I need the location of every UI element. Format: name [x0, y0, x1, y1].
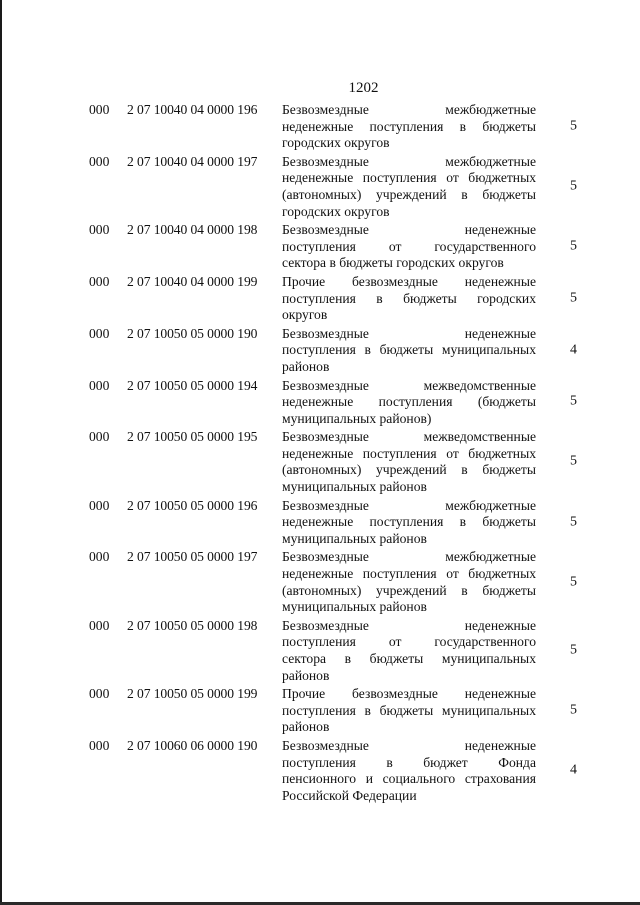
admin-code: 000: [89, 377, 110, 393]
description-line: пенсионного и социального страхования: [282, 771, 536, 787]
description-line: Безвозмездные неденежные: [282, 737, 536, 753]
income-description: [282, 686, 536, 736]
description-line: Безвозмездные межбюджетные: [282, 549, 536, 565]
description-line: Безвозмездные неденежные: [282, 617, 536, 633]
admin-code: 000: [89, 617, 110, 633]
description-line: неденежные поступления в бюджеты: [282, 514, 536, 530]
budget-classification-code: 2 07 10050 05 0000 196: [127, 497, 258, 513]
budget-classification-code: 2 07 10040 04 0000 196: [127, 102, 258, 117]
admin-code: 000: [89, 153, 110, 169]
description-line: муниципальных районов): [282, 410, 432, 426]
budget-classification-code: 2 07 10040 04 0000 199: [127, 273, 258, 289]
table-row: [0, 549, 640, 615]
description-line: неденежные поступления в бюджеты: [282, 118, 536, 134]
admin-code: 000: [89, 737, 110, 753]
table-row: [0, 738, 640, 804]
admin-code: 000: [89, 222, 110, 238]
description-line: Безвозмездные межбюджетные: [282, 153, 536, 169]
income-description: [282, 274, 536, 324]
table-row: [0, 378, 640, 428]
description-line: Безвозмездные неденежные: [282, 222, 536, 238]
description-line: районов: [282, 667, 330, 683]
description-line: Прочие безвозмездные неденежные: [282, 273, 536, 289]
table-row: [0, 274, 640, 324]
income-description: [282, 549, 536, 615]
table-row: [0, 498, 640, 548]
budget-classification-code: 2 07 10060 06 0000 190: [127, 737, 258, 753]
description-line: неденежные поступления (бюджеты: [282, 394, 536, 410]
income-description: [282, 738, 536, 804]
table-row: [0, 326, 640, 376]
description-line: поступления в бюджеты муниципальных: [282, 702, 536, 718]
description-line: поступления от государственного: [282, 238, 536, 254]
classification-table: [0, 102, 640, 806]
income-description: [282, 429, 536, 495]
value-cell: 5: [570, 238, 577, 254]
income-description: [282, 222, 536, 272]
value-cell: 5: [570, 574, 577, 590]
table-row: [0, 618, 640, 684]
description-line: неденежные поступления от бюджетных: [282, 170, 536, 186]
value-cell: 4: [570, 342, 577, 358]
description-line: Безвозмездные межведомственные: [282, 377, 536, 393]
value-cell: 5: [570, 702, 577, 718]
description-line: (автономных) учреждений в бюджеты: [282, 186, 536, 202]
description-line: Прочие безвозмездные неденежные: [282, 686, 536, 702]
description-line: муниципальных районов: [282, 479, 427, 495]
description-line: неденежные поступления от бюджетных: [282, 445, 536, 461]
value-cell: 5: [570, 454, 577, 470]
table-row: [0, 154, 640, 220]
description-line: сектора в бюджеты муниципальных: [282, 651, 536, 666]
income-description: [282, 498, 536, 548]
budget-classification-code: 2 07 10040 04 0000 197: [127, 153, 258, 169]
description-line: сектора в бюджеты городских округов: [282, 255, 504, 271]
budget-classification-code: 2 07 10050 05 0000 197: [127, 549, 258, 565]
description-line: округов: [282, 307, 328, 323]
value-cell: 4: [570, 762, 577, 778]
table-row: [0, 686, 640, 736]
budget-classification-code: 2 07 10050 05 0000 195: [127, 429, 258, 445]
description-line: городских округов: [282, 135, 390, 151]
value-cell: 5: [570, 290, 577, 306]
admin-code: 000: [89, 497, 110, 513]
budget-classification-code: 2 07 10050 05 0000 190: [127, 325, 258, 341]
budget-classification-code: 2 07 10040 04 0000 198: [127, 222, 258, 238]
income-description: [282, 102, 536, 152]
admin-code: 000: [89, 325, 110, 341]
description-line: городских округов: [282, 203, 390, 219]
description-line: Безвозмездные межбюджетные: [282, 497, 536, 513]
description-line: (автономных) учреждений в бюджеты: [282, 582, 536, 598]
description-line: муниципальных районов: [282, 599, 427, 615]
description-line: поступления в бюджеты муниципальных: [282, 342, 536, 358]
income-description: [282, 618, 536, 684]
admin-code: 000: [89, 273, 110, 289]
description-line: неденежные поступления от бюджетных: [282, 566, 536, 582]
page-number: 1202: [348, 80, 379, 96]
budget-classification-code: 2 07 10050 05 0000 199: [127, 686, 258, 702]
income-description: [282, 378, 536, 428]
table-row: [0, 102, 640, 152]
value-cell: 5: [570, 514, 577, 530]
income-description: [282, 154, 536, 220]
budget-classification-code: 2 07 10050 05 0000 194: [127, 377, 258, 393]
description-line: районов: [282, 358, 330, 374]
description-line: Безвозмездные неденежные: [282, 325, 536, 341]
value-cell: 5: [570, 178, 577, 194]
value-cell: 5: [570, 394, 577, 410]
budget-classification-code: 2 07 10050 05 0000 198: [127, 617, 258, 633]
description-line: поступления от государственного: [282, 634, 536, 650]
description-line: районов: [282, 719, 330, 735]
income-description: [282, 326, 536, 376]
admin-code: 000: [89, 102, 110, 117]
description-line: поступления в бюджет Фонда: [282, 754, 536, 770]
description-line: Безвозмездные межведомственные: [282, 429, 536, 445]
value-cell: 5: [570, 642, 577, 658]
admin-code: 000: [89, 549, 110, 565]
admin-code: 000: [89, 686, 110, 702]
table-row: [0, 429, 640, 495]
admin-code: 000: [89, 429, 110, 445]
description-line: Российской Федерации: [282, 787, 417, 803]
description-line: поступления в бюджеты городских: [282, 290, 536, 306]
table-row: [0, 222, 640, 272]
description-line: муниципальных районов: [282, 530, 427, 546]
value-cell: 5: [570, 118, 577, 134]
description-line: Безвозмездные межбюджетные: [282, 102, 536, 117]
description-line: (автономных) учреждений в бюджеты: [282, 462, 536, 478]
